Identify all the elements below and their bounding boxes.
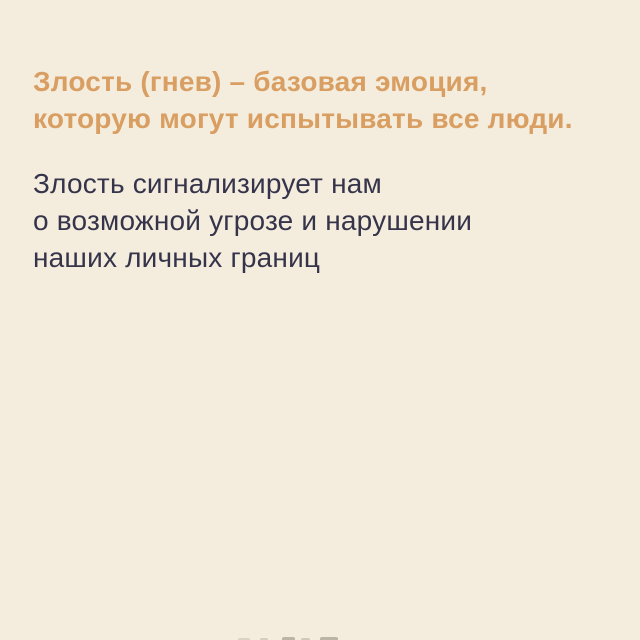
heading-line-2: которую могут испытывать все люди. — [33, 103, 573, 134]
card-body-paragraph — [33, 165, 610, 276]
bottom-cutoff-text-marks — [238, 636, 348, 640]
body-line-1: Злость сигнализирует нам — [33, 168, 382, 199]
text-content — [33, 63, 610, 276]
body-line-2: о возможной угрозе и нарушении — [33, 205, 473, 236]
card-heading — [33, 63, 610, 137]
body-line-3: наших личных границ — [33, 242, 321, 273]
heading-line-1: Злость (гнев) – базовая эмоция, — [33, 66, 488, 97]
